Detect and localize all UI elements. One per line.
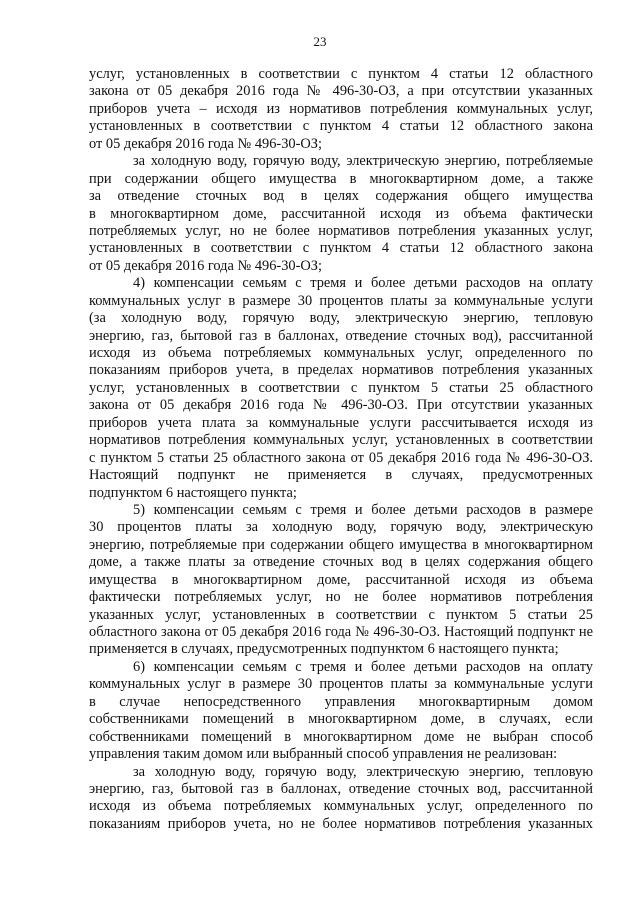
text-line: имущества в многоквартирном доме, рассчитанной исходя из объема <box>89 571 593 588</box>
text-line: указанных услуг, установленных в соответствии с пунктом 5 статьи 25 <box>89 606 593 623</box>
text-line: с пунктом 5 статьи 25 областного закона от 05 декабря 2016 года № 496-30-ОЗ. <box>89 449 593 466</box>
text-line: показаниям приборов учета, в пределах нормативов потребления указанных <box>89 362 593 379</box>
text-line: доме, а также платы за отведение сточных вод в целях содержания общего <box>89 554 593 571</box>
text-line: 6) компенсации семьям с тремя и более детьми расходов на оплату <box>133 658 593 675</box>
text-line: собственниками помещений в многоквартирном доме не выбран способ <box>89 728 593 745</box>
text-line: энергию, газ, бытовой газ в баллонах, отведение сточных вод, рассчитанной <box>89 780 593 797</box>
text-line: энергию, потребляемые при содержании общего имущества в многоквартирном <box>89 536 593 553</box>
text-line: Настоящий подпункт не применяется в случаях, предусмотренных <box>89 467 593 484</box>
text-line: коммунальных услуг в размере 30 процентов платы за коммунальные услуги <box>89 292 593 309</box>
text-line: 4) компенсации семьям с тремя и более детьми расходов на оплату <box>133 275 593 292</box>
page-number: 23 <box>313 34 327 49</box>
text-line: приборов учета плата за коммунальные услуги рассчитывается исходя из <box>89 414 593 431</box>
text-line: фактически потребляемых услуг, но не более нормативов потребления <box>89 589 593 606</box>
text-line: установленных в соответствии с пунктом 4 статьи 12 областного закона <box>89 118 593 135</box>
text-line: исходя из объема потребляемых коммунальных услуг, определенного по <box>89 345 593 361</box>
text-line: управления таким домом или выбранный способ управления не реализован: <box>89 746 558 763</box>
text-line: показаниям приборов учета, но не более нормативов потребления указанных <box>89 815 593 832</box>
text-line: нормативов потребления коммунальных услуг, установленных в соответствии <box>89 432 593 449</box>
text-line: от 05 декабря 2016 года № 496-30-ОЗ; <box>89 135 322 152</box>
text-line: в многоквартирном доме, рассчитанной исходя из объема фактически <box>89 205 593 222</box>
text-line: в случае непосредственного управления многоквартирным домом <box>89 693 593 710</box>
text-line: закона от 05 декабря 2016 года № 496-30-ОЗ. При отсутствии указанных <box>89 397 593 414</box>
text-line: от 05 декабря 2016 года № 496-30-ОЗ; <box>89 257 322 274</box>
text-line: приборов учета – исходя из нормативов потребления коммунальных услуг, <box>89 100 593 117</box>
text-line: подпунктом 6 настоящего пункта; <box>89 484 297 501</box>
text-line: 5) компенсации семьям с тремя и более детьми расходов в размере <box>133 501 593 518</box>
text-line: областного закона от 05 декабря 2016 года № 496-30-ОЗ. Настоящий подпункт не <box>89 624 593 640</box>
text-line: исходя из объема потребляемых коммунальных услуг, определенного по <box>89 798 593 815</box>
text-line: (за холодную воду, горячую воду, электрическую энергию, тепловую <box>89 310 593 327</box>
text-line: применяется в случаях, предусмотренных подпунктом 6 настоящего пункта; <box>89 641 559 658</box>
text-line: коммунальных услуг в размере 30 процентов платы за коммунальные услуги <box>89 676 593 693</box>
text-line: энергию, газ, бытовой газ в баллонах, отведение сточных вод), рассчитанной <box>89 327 593 344</box>
text-line: за холодную воду, горячую воду, электрическую энергию, потребляемые <box>133 153 593 170</box>
text-line: установленных в соответствии с пунктом 4 статьи 12 областного закона <box>89 240 593 257</box>
text-line: собственниками помещений в многоквартирном доме, в случаях, если <box>89 711 593 728</box>
text-line: услуг, установленных в соответствии с пунктом 4 статьи 12 областного <box>89 66 593 82</box>
text-line: за отведение сточных вод в целях содержания общего имущества <box>89 188 593 205</box>
text-line: за холодную воду, горячую воду, электрическую энергию, тепловую <box>133 763 593 780</box>
text-line: при содержании общего имущества в многоквартирном доме, а также <box>89 170 593 187</box>
text-line: 30 процентов платы за холодную воду, горячую воду, электрическую <box>89 519 593 536</box>
document-body <box>89 66 593 833</box>
text-line: потребляемых услуг, но не более нормативов потребления указанных услуг, <box>89 222 593 239</box>
text-line: закона от 05 декабря 2016 года № 496-30-ОЗ, а при отсутствии указанных <box>89 83 593 100</box>
text-line: услуг, установленных в соответствии с пунктом 5 статьи 25 областного <box>89 379 593 396</box>
